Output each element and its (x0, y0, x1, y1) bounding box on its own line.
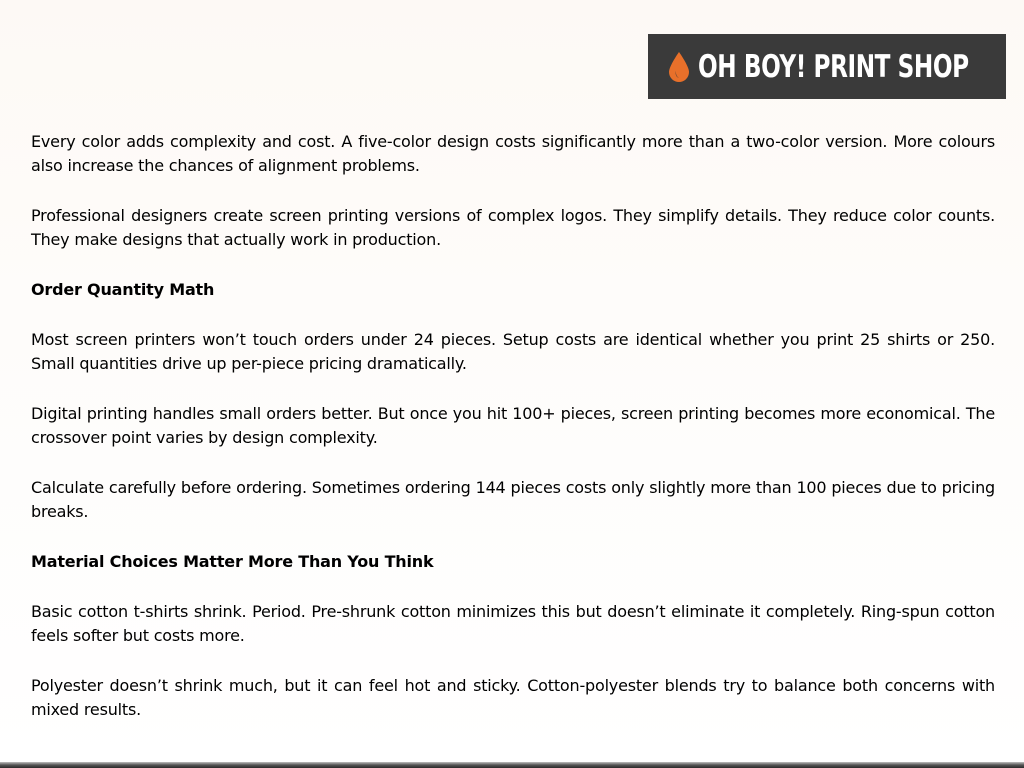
logo-text: OH BOY! PRINT SHOP (698, 48, 969, 85)
article-body (31, 130, 995, 748)
paragraph: Basic cotton t-shirts shrink. Period. Pre-shrunk cotton minimizes this but doesn’t eliminate it completely. Ring-spun cotton feels softer but costs more. (31, 602, 995, 645)
paragraph: Professional designers create screen printing versions of complex logos. They simplify details. They reduce color counts. They make designs that actually work in production. (31, 206, 995, 249)
section-heading: Order Quantity Math (31, 280, 215, 299)
paragraph: Digital printing handles small orders better. But once you hit 100+ pieces, screen printing becomes more economical. The crossover point varies by design complexity. (31, 404, 995, 447)
paragraph: Every color adds complexity and cost. A five-color design costs significantly more than a two-color version. More colours also increase the chances of alignment problems. (31, 132, 995, 175)
paragraph: Polyester doesn’t shrink much, but it can feel hot and sticky. Cotton-polyester blends try to balance both concerns with mixed results. (31, 676, 995, 719)
logo (648, 34, 1006, 99)
section-heading: Material Choices Matter More Than You Think (31, 552, 434, 571)
drop-icon (668, 51, 690, 83)
paragraph: Most screen printers won’t touch orders under 24 pieces. Setup costs are identical whether you print 25 shirts or 250. Small quantities drive up per-piece pricing dramatically. (31, 330, 995, 373)
bottom-divider (0, 762, 1024, 768)
paragraph: Calculate carefully before ordering. Sometimes ordering 144 pieces costs only slightly more than 100 pieces due to pricing breaks. (31, 478, 995, 521)
